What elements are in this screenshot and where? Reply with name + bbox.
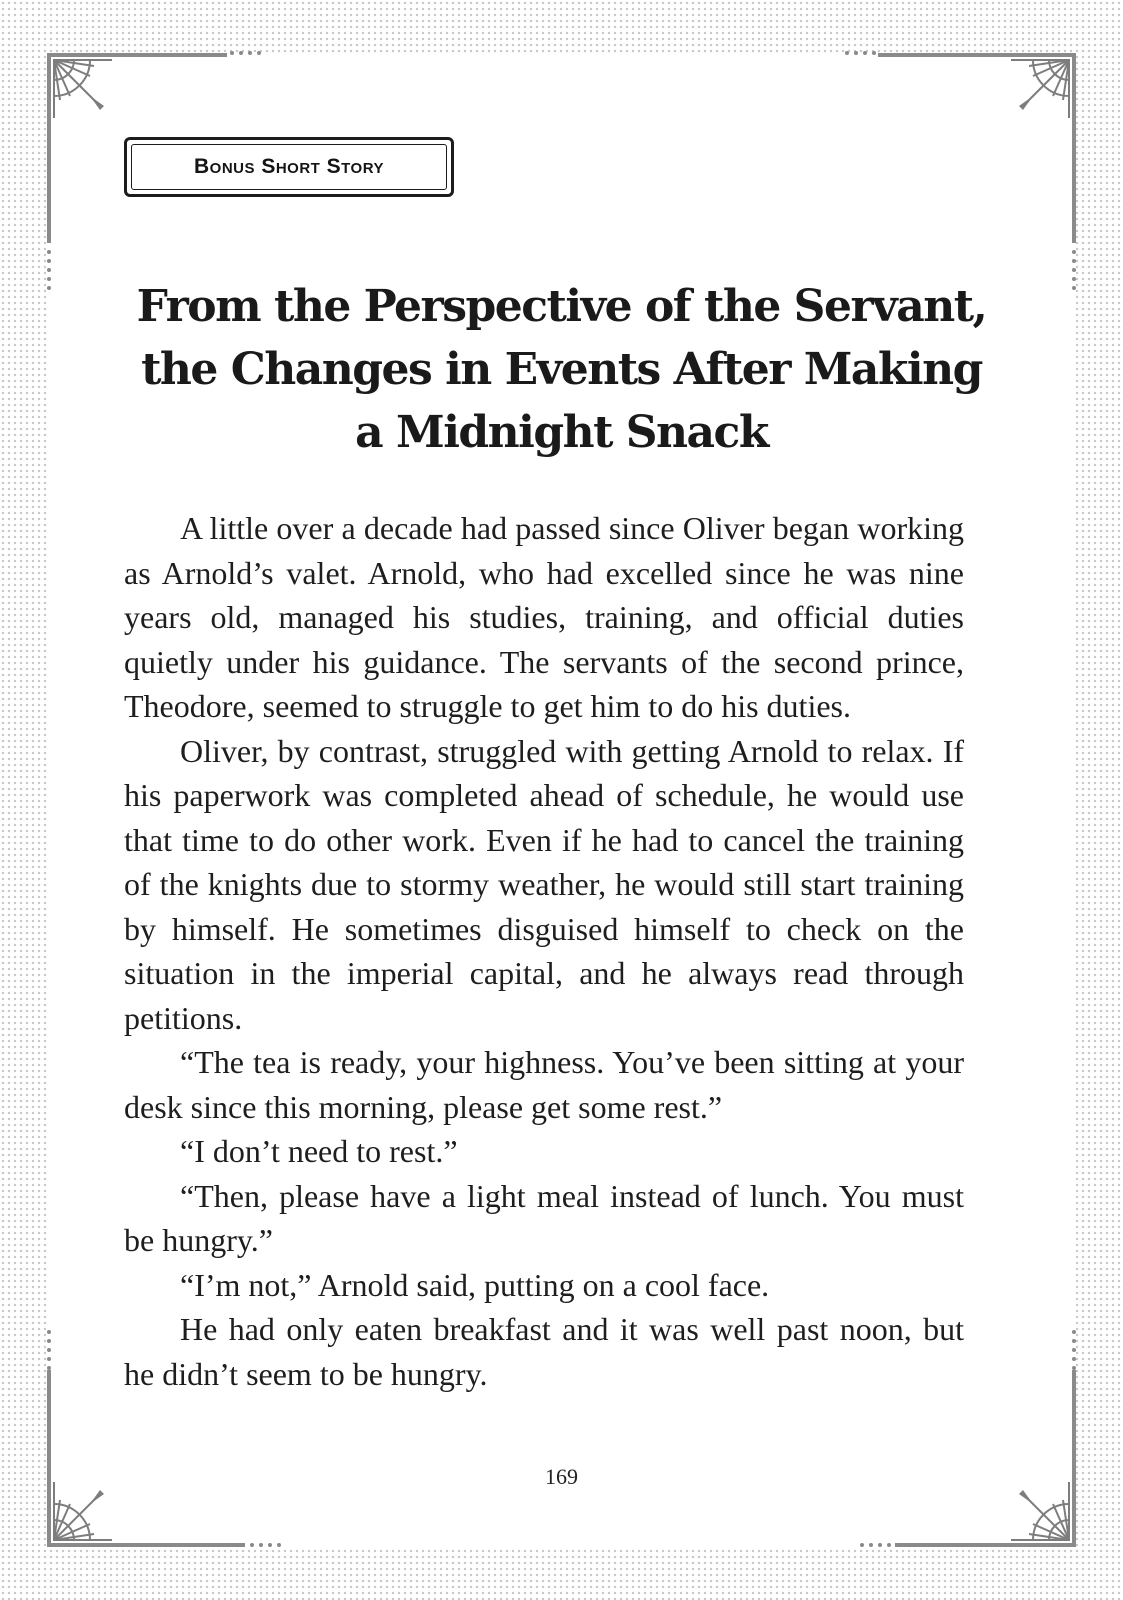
- paragraph: A little over a decade had passed since Oliver began working as Arnold’s valet. Arnold, who had excelled since he was nine years old, managed his studies, training, and official duties quietly under his guidance. The servants of the second prince, Theodore, seemed to struggle to get him to do his duties.: [124, 510, 964, 724]
- paragraph: He had only eaten breakfast and it was well past noon, but he didn’t seem to be hungry.: [124, 1311, 964, 1392]
- chapter-title-line: a Midnight Snack: [355, 407, 768, 458]
- frame-top-right-dots: [845, 51, 876, 55]
- chapter-title: [110, 275, 1013, 464]
- paragraph: Oliver, by contrast, struggled with getting Arnold to relax. If his paperwork was completed ahead of schedule, he would use that time to do other work. Even if he had to cancel the training of the knights due to stormy weather, he would still start training by himself. He sometimes disguised himself to check on the situation in the imperial capital, and he always read through petitions.: [124, 732, 964, 1036]
- frame-bottom-left-dots: [250, 1543, 281, 1547]
- section-badge-label: Bonus Short Story: [193, 155, 385, 178]
- paragraph: “I don’t need to rest.”: [180, 1133, 458, 1169]
- section-badge: [124, 137, 454, 197]
- frame-right-bottom-dots: [1072, 1330, 1076, 1370]
- chapter-title-line: the Changes in Events After Making: [141, 344, 982, 395]
- frame-left-bottom-dots: [47, 1330, 51, 1370]
- paragraph: “Then, please have a light meal instead of lunch. You must be hungry.”: [124, 1177, 964, 1258]
- corner-ornament-top-right-icon: [1007, 56, 1073, 122]
- frame-left-top-dots: [47, 250, 51, 290]
- frame-right-top-dots: [1072, 250, 1076, 290]
- page-number: 169: [545, 1464, 578, 1489]
- corner-ornament-top-left-icon: [50, 56, 116, 122]
- paragraph: “I’m not,” Arnold said, putting on a cool face.: [180, 1266, 770, 1303]
- frame-top-left-dots: [230, 51, 261, 55]
- chapter-title-line: From the Perspective of the Servant,: [136, 281, 987, 332]
- story-body: [124, 506, 964, 1396]
- paragraph: “The tea is ready, your highness. You’ve been sitting at your desk since this morning, please get some rest.”: [124, 1044, 964, 1125]
- frame-bottom-right-dots: [860, 1543, 891, 1547]
